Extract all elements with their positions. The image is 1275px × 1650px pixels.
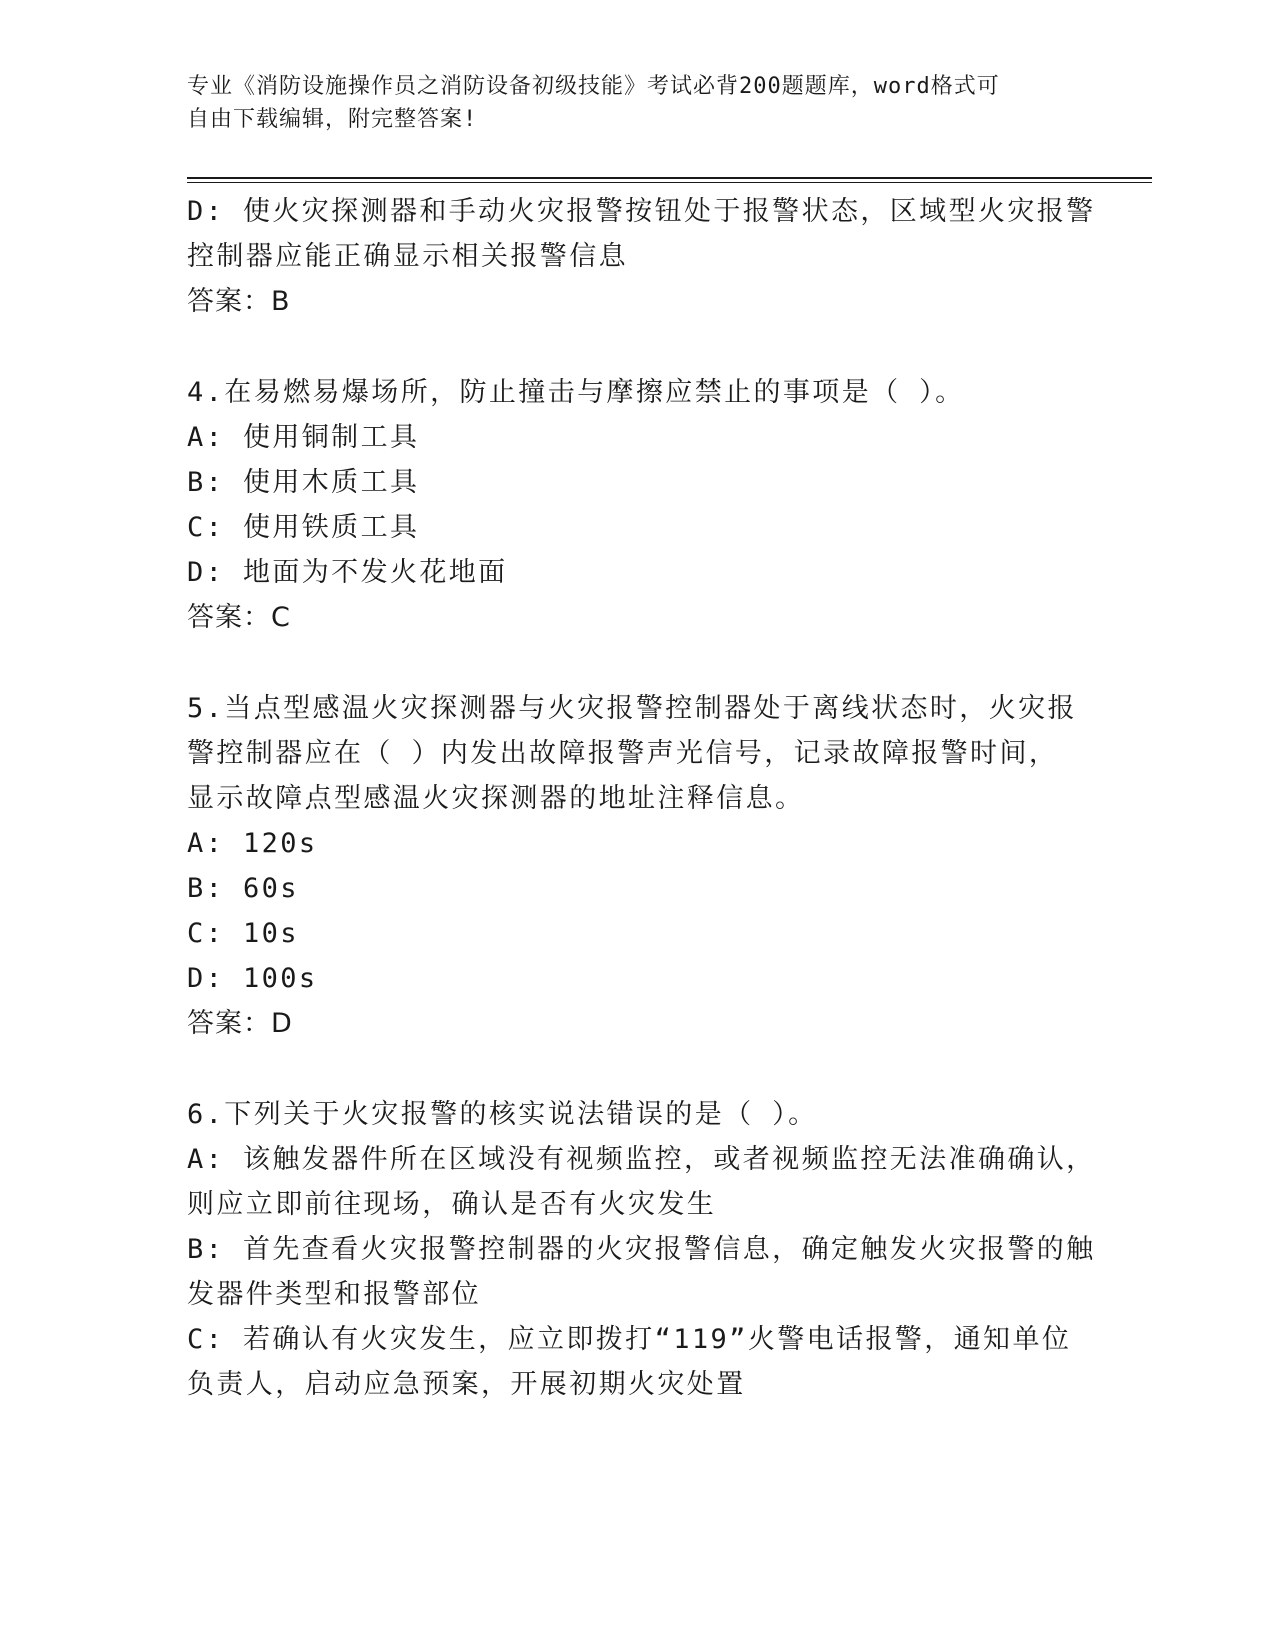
spacer — [187, 324, 1087, 370]
question-3-block — [187, 189, 1096, 324]
q6-option-c-line-2: 负责人，启动应急预案，开展初期火灾处置 — [187, 1369, 746, 1400]
q6-option-a-line-2: 则应立即前往现场，确认是否有火灾发生 — [187, 1189, 717, 1220]
q6-stem: 6.下列关于火灾报警的核实说法错误的是（ ）。 — [187, 1099, 818, 1130]
q5-answer: 答案：D — [187, 1008, 293, 1039]
question-content — [187, 189, 1096, 1407]
q4-stem: 4.在易燃易爆场所，防止撞击与摩擦应禁止的事项是（ ）。 — [187, 377, 965, 408]
q5-option-d: D: 100s — [187, 963, 318, 994]
header-title-line-1: 专业《消防设施操作员之消防设备初级技能》考试必背200题题库，word格式可 — [187, 74, 1000, 99]
q5-stem-line-2: 警控制器应在（ ）内发出故障报警声光信号，记录故障报警时间， — [187, 738, 1059, 769]
header-divider-thin — [187, 182, 1152, 183]
question-6-block — [187, 1092, 1096, 1407]
q4-option-a: A: 使用铜制工具 — [187, 422, 420, 453]
header-title-line-2: 自由下载编辑，附完整答案! — [187, 107, 478, 132]
q5-option-b: B: 60s — [187, 873, 299, 904]
q5-stem-line-3: 显示故障点型感温火灾探测器的地址注释信息。 — [187, 783, 805, 814]
q4-option-b: B: 使用木质工具 — [187, 467, 420, 498]
q5-stem-line-1: 5.当点型感温火灾探测器与火灾报警控制器处于离线状态时，火灾报 — [187, 693, 1077, 724]
page-header — [187, 70, 1067, 136]
header-divider-thick — [187, 177, 1152, 179]
spacer — [187, 640, 1087, 686]
q3-option-d-line-1: D: 使火灾探测器和手动火灾报警按钮处于报警状态，区域型火灾报警 — [187, 196, 1096, 227]
q4-option-d: D: 地面为不发火花地面 — [187, 557, 508, 588]
q6-option-b-line-1: B: 首先查看火灾报警控制器的火灾报警信息，确定触发火灾报警的触 — [187, 1234, 1096, 1265]
q4-answer: 答案：C — [187, 602, 291, 633]
q6-option-a-line-1: A: 该触发器件所在区域没有视频监控，或者视频监控无法准确确认， — [187, 1144, 1096, 1175]
q3-answer: 答案：B — [187, 286, 291, 317]
q4-option-c: C: 使用铁质工具 — [187, 512, 420, 543]
q6-option-b-line-2: 发器件类型和报警部位 — [187, 1279, 481, 1310]
q5-option-c: C: 10s — [187, 918, 299, 949]
q3-option-d-line-2: 控制器应能正确显示相关报警信息 — [187, 241, 628, 272]
question-5-block — [187, 686, 1087, 1046]
q5-option-a: A: 120s — [187, 828, 318, 859]
spacer — [187, 1046, 1087, 1092]
question-4-block — [187, 370, 1087, 640]
q6-option-c-line-1: C: 若确认有火灾发生，应立即拨打“119”火警电话报警，通知单位 — [187, 1324, 1072, 1355]
